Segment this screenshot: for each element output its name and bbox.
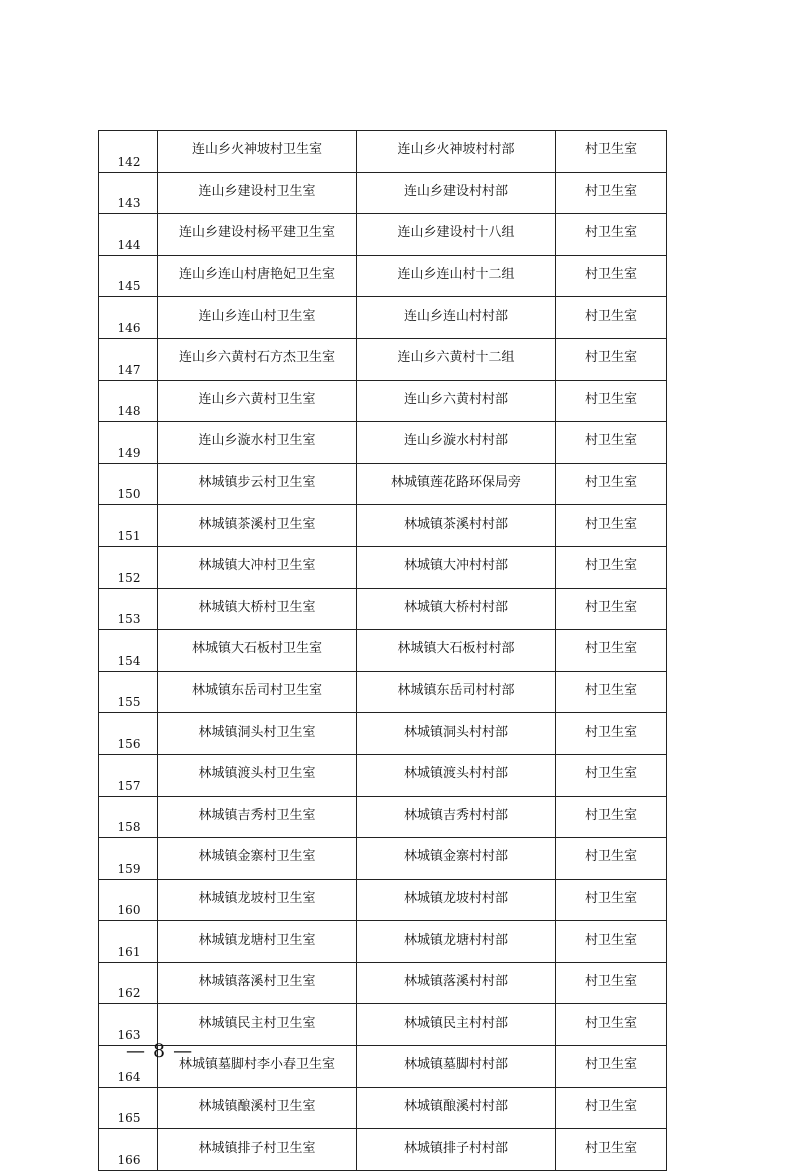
clinic-type-cell: 村卫生室: [556, 921, 667, 963]
clinic-name-cell: 林城镇龙塘村卫生室: [158, 921, 357, 963]
clinic-type-cell: 村卫生室: [556, 838, 667, 880]
table-row: [99, 505, 667, 547]
clinic-type-cell: 村卫生室: [556, 1129, 667, 1171]
table-row: [99, 962, 667, 1004]
clinic-name-cell: 连山乡连山村唐艳妃卫生室: [158, 255, 357, 297]
clinic-name-cell: 林城镇酿溪村卫生室: [158, 1087, 357, 1129]
table-row: [99, 131, 667, 173]
clinic-name-cell: 林城镇洞头村卫生室: [158, 713, 357, 755]
row-number-cell: 146: [99, 297, 158, 339]
table-row: [99, 671, 667, 713]
clinic-type-cell: 村卫生室: [556, 422, 667, 464]
clinic-type-cell: 村卫生室: [556, 879, 667, 921]
row-number-cell: 152: [99, 546, 158, 588]
table-row: [99, 380, 667, 422]
clinic-name-cell: 连山乡火神坡村卫生室: [158, 131, 357, 173]
clinic-name-cell: 林城镇大石板村卫生室: [158, 630, 357, 672]
clinic-address-cell: 连山乡建设村村部: [357, 172, 556, 214]
clinic-type-cell: 村卫生室: [556, 796, 667, 838]
clinic-type-cell: 村卫生室: [556, 588, 667, 630]
row-number-cell: 154: [99, 630, 158, 672]
row-number-cell: 166: [99, 1129, 158, 1171]
row-number-cell: 161: [99, 921, 158, 963]
clinic-name-cell: 林城镇渡头村卫生室: [158, 754, 357, 796]
clinic-type-cell: 村卫生室: [556, 713, 667, 755]
clinic-name-cell: 连山乡连山村卫生室: [158, 297, 357, 339]
clinic-address-cell: 林城镇吉秀村村部: [357, 796, 556, 838]
clinic-address-cell: 连山乡六黄村十二组: [357, 338, 556, 380]
clinic-address-cell: 林城镇龙塘村村部: [357, 921, 556, 963]
clinic-name-cell: 林城镇落溪村卫生室: [158, 962, 357, 1004]
clinic-type-cell: 村卫生室: [556, 131, 667, 173]
table-row: [99, 796, 667, 838]
table-row: [99, 1129, 667, 1171]
clinic-address-cell: 林城镇大桥村村部: [357, 588, 556, 630]
row-number-cell: 157: [99, 754, 158, 796]
clinic-table-body: [99, 131, 667, 1171]
row-number-cell: 151: [99, 505, 158, 547]
row-number-cell: 165: [99, 1087, 158, 1129]
clinic-type-cell: 村卫生室: [556, 1087, 667, 1129]
table-row: [99, 255, 667, 297]
clinic-address-cell: 连山乡连山村村部: [357, 297, 556, 339]
table-row: [99, 297, 667, 339]
clinic-type-cell: 村卫生室: [556, 1046, 667, 1088]
clinic-name-cell: 林城镇排子村卫生室: [158, 1129, 357, 1171]
row-number-cell: 155: [99, 671, 158, 713]
clinic-name-cell: 林城镇步云村卫生室: [158, 463, 357, 505]
clinic-address-cell: 连山乡建设村十八组: [357, 214, 556, 256]
table-row: [99, 214, 667, 256]
table-row: [99, 172, 667, 214]
row-number-cell: 148: [99, 380, 158, 422]
clinic-type-cell: 村卫生室: [556, 962, 667, 1004]
clinic-table: [98, 130, 667, 1171]
row-number-cell: 160: [99, 879, 158, 921]
clinic-address-cell: 林城镇东岳司村村部: [357, 671, 556, 713]
clinic-address-cell: 林城镇排子村村部: [357, 1129, 556, 1171]
table-row: [99, 588, 667, 630]
clinic-address-cell: 林城镇渡头村村部: [357, 754, 556, 796]
clinic-name-cell: 林城镇大桥村卫生室: [158, 588, 357, 630]
clinic-type-cell: 村卫生室: [556, 338, 667, 380]
clinic-name-cell: 连山乡漩水村卫生室: [158, 422, 357, 464]
row-number-cell: 143: [99, 172, 158, 214]
clinic-type-cell: 村卫生室: [556, 630, 667, 672]
row-number-cell: 153: [99, 588, 158, 630]
clinic-name-cell: 林城镇茶溪村卫生室: [158, 505, 357, 547]
page-number: — 8 —: [126, 1040, 194, 1062]
clinic-name-cell: 林城镇民主村卫生室: [158, 1004, 357, 1046]
table-row: [99, 838, 667, 880]
table-row: [99, 422, 667, 464]
row-number-cell: 142: [99, 131, 158, 173]
clinic-type-cell: 村卫生室: [556, 754, 667, 796]
table-row: [99, 713, 667, 755]
clinic-address-cell: 林城镇大冲村村部: [357, 546, 556, 588]
clinic-address-cell: 林城镇落溪村村部: [357, 962, 556, 1004]
row-number-cell: 147: [99, 338, 158, 380]
row-number-cell: 162: [99, 962, 158, 1004]
clinic-type-cell: 村卫生室: [556, 172, 667, 214]
table-row: [99, 338, 667, 380]
row-number-cell: 149: [99, 422, 158, 464]
clinic-address-cell: 林城镇金寨村村部: [357, 838, 556, 880]
row-number-cell: 163: [99, 1004, 158, 1046]
clinic-name-cell: 林城镇东岳司村卫生室: [158, 671, 357, 713]
clinic-address-cell: 林城镇莲花路环保局旁: [357, 463, 556, 505]
clinic-name-cell: 林城镇大冲村卫生室: [158, 546, 357, 588]
clinic-address-cell: 林城镇洞头村村部: [357, 713, 556, 755]
row-number-cell: 159: [99, 838, 158, 880]
clinic-type-cell: 村卫生室: [556, 671, 667, 713]
table-row: [99, 546, 667, 588]
clinic-address-cell: 林城镇墓脚村村部: [357, 1046, 556, 1088]
row-number-cell: 145: [99, 255, 158, 297]
clinic-name-cell: 林城镇墓脚村李小春卫生室: [158, 1046, 357, 1088]
clinic-type-cell: 村卫生室: [556, 1004, 667, 1046]
table-row: [99, 1087, 667, 1129]
clinic-name-cell: 连山乡建设村杨平建卫生室: [158, 214, 357, 256]
clinic-type-cell: 村卫生室: [556, 297, 667, 339]
clinic-type-cell: 村卫生室: [556, 214, 667, 256]
clinic-address-cell: 林城镇民主村村部: [357, 1004, 556, 1046]
clinic-address-cell: 林城镇龙坡村村部: [357, 879, 556, 921]
row-number-cell: 150: [99, 463, 158, 505]
clinic-name-cell: 林城镇吉秀村卫生室: [158, 796, 357, 838]
table-row: [99, 463, 667, 505]
clinic-name-cell: 连山乡建设村卫生室: [158, 172, 357, 214]
table-row: [99, 630, 667, 672]
clinic-type-cell: 村卫生室: [556, 463, 667, 505]
clinic-name-cell: 林城镇金寨村卫生室: [158, 838, 357, 880]
clinic-type-cell: 村卫生室: [556, 255, 667, 297]
table-row: [99, 754, 667, 796]
table-row: [99, 879, 667, 921]
clinic-type-cell: 村卫生室: [556, 505, 667, 547]
clinic-address-cell: 林城镇茶溪村村部: [357, 505, 556, 547]
row-number-cell: 158: [99, 796, 158, 838]
clinic-address-cell: 连山乡漩水村村部: [357, 422, 556, 464]
clinic-name-cell: 连山乡六黄村卫生室: [158, 380, 357, 422]
table-row: [99, 921, 667, 963]
clinic-type-cell: 村卫生室: [556, 546, 667, 588]
row-number-cell: 164: [99, 1046, 158, 1088]
row-number-cell: 156: [99, 713, 158, 755]
clinic-address-cell: 连山乡火神坡村村部: [357, 131, 556, 173]
clinic-address-cell: 连山乡连山村十二组: [357, 255, 556, 297]
clinic-type-cell: 村卫生室: [556, 380, 667, 422]
clinic-address-cell: 连山乡六黄村村部: [357, 380, 556, 422]
clinic-address-cell: 林城镇酿溪村村部: [357, 1087, 556, 1129]
row-number-cell: 144: [99, 214, 158, 256]
clinic-name-cell: 连山乡六黄村石方杰卫生室: [158, 338, 357, 380]
clinic-name-cell: 林城镇龙坡村卫生室: [158, 879, 357, 921]
clinic-address-cell: 林城镇大石板村村部: [357, 630, 556, 672]
